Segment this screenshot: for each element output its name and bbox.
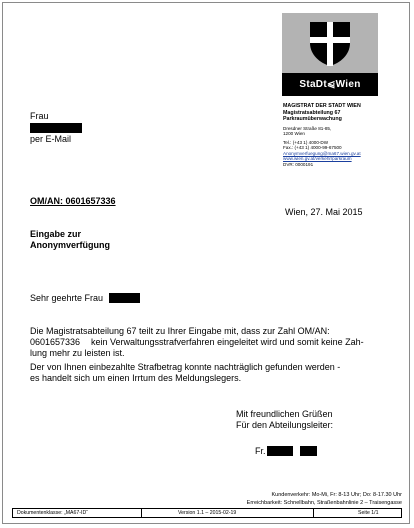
body-line-5: es handelt sich um einen Irrtum des Meldungslegers. [30,373,242,383]
footer-page-number: Seite 1/1 [358,510,379,516]
sender-phone: Tel.: (+43 1) 4000-DW [283,139,329,145]
coat-of-arms-icon [309,21,351,67]
recipient-name-redacted [30,123,82,133]
signer-id-redacted [300,446,317,456]
sender-city: 1200 Wien [283,131,305,137]
greeting-name-redacted [109,293,140,303]
body-line-4: Der von Ihnen einbezahlte Strafbetrag konnte nachträglich gefunden werden - [30,362,341,372]
sender-department: Magistratsabteilung 67 [283,109,341,116]
body-line-3: lung mehr zu leisten ist. [30,348,125,358]
sender-dvr: DVR: 0000191 [283,162,314,168]
greeting: Sehr geehrte Frau [30,293,104,303]
city-logo [282,13,378,96]
closing-line-1: Mit freundlichen Grüßen [236,409,333,419]
sender-org: MAGISTRAT DER STADT WIEN [283,103,361,109]
body-line-1: Die Magistratsabteilung 67 teilt zu Ihrer Eingabe mit, dass zur Zahl OM/AN: [30,326,330,336]
sender-street: Dresdner Straße 81-85, [283,125,332,131]
logo-wordmark: StaDt⩿Wien [299,79,361,90]
footer-doc-class: Dokumentenklasse: „MA67-ID“ [17,510,88,516]
body-line-2-number: 0601657336 [30,337,81,347]
recipient-delivery: per E-Mail [30,134,72,144]
sender-division: Parkraumüberwachung [283,116,342,122]
body-line-2-rest: kein Verwaltungsstrafverfahren eingeleitet wird und somit keine Zah- [91,337,364,347]
closing-line-2: Für den Abteilungsleiter: [236,420,334,430]
letter-date: Wien, 27. Mai 2015 [285,207,363,217]
subject-line-2: Anonymverfügung [30,240,110,250]
signer-prefix: Fr. [255,446,266,456]
sender-web-link[interactable]: www.wien.gv.at/verkehr/parkraum [283,156,352,162]
subject-line-1: Eingabe zur [30,229,82,239]
footer-reachability: Erreichbarkeit: Schnellbahn, Straßenbahnlinie 2 – Traisengasse [246,500,402,506]
reference-number: OM/AN: 0601657336 [30,196,116,206]
recipient-salutation: Frau [30,111,49,121]
signer-name-redacted [267,446,293,456]
footer-customer-hours: Kundenverkehr: Mo-Mi, Fr: 8-13 Uhr; Do: 8-17.30 Uhr [271,492,402,498]
sender-block [283,103,393,168]
footer-bar [12,508,402,518]
footer-version: Version 1.1 – 2015-02-19 [178,510,237,516]
sender-email-link[interactable]: Anonymverfuegung@ma67.wien.gv.at [283,150,361,156]
sender-fax: Fax.: (+43 1) 4000-99-67500 [283,145,342,151]
